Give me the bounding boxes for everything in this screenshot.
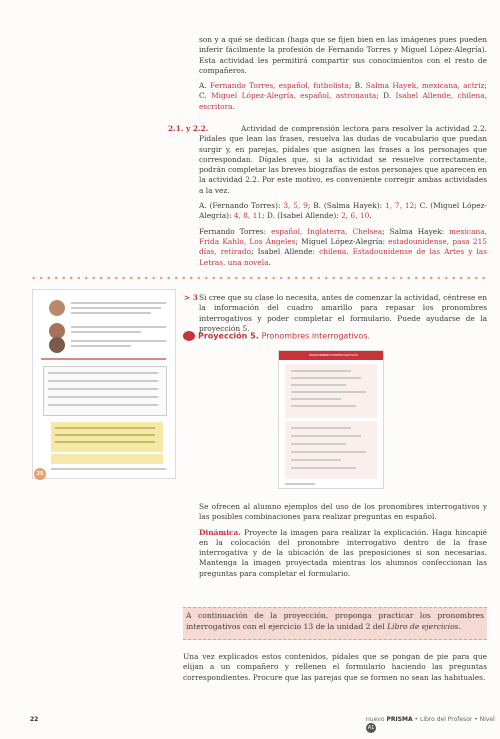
dynamics-paragraph: Dinámica. Proyecte la imagen para realizar la explicación. Haga hincapié en la colocación del pronombre interrogativo dentro de la frase interrogativa y de la ubicación de las preposiciones si son necesarias. Mantenga la imagen proyectada mientras los alumnos confeccionan las preguntas para completar el formulario. [199, 527, 487, 578]
projector-icon [183, 331, 195, 341]
activity-2-1-answers: A. (Fernando Torres): 3, 5, 9; B. (Salma Hayek): 1, 7, 12; C. (Miguel López-Alegría): 4, 8, 11; D. (Isabel Allende): 2, 6, 10. [199, 201, 487, 221]
activity-2-1-text: Actividad de comprensión lectora para resolver la actividad 2.2. Pidales que lean las frases, resuelva las dudas de vocabulario que puedan surgir y, en parejas, pídales que asignen las frases a los personajes que correspondan. Dígales que, si la actividad se resuelve correctamente, podrán completar las breves biografías de estos personajes que aparecen en la actividad 2.2. Por este motivo, es conveniente corregir ambas actividades a la vez. [199, 124, 487, 195]
activity-tag-3: > 3 [184, 293, 198, 302]
avatar [49, 300, 65, 316]
yellow-box-2 [51, 454, 163, 464]
projection-explanation: Se ofrecen al alumno ejemplos del uso de los pronombres interrogativos y las posibles combinaciones para realizar preguntas en español. Dinámica. Proyecte la imagen para realizar la explicación. Haga hincapié en la colocación del pronombre interrogativo dentro de la frase interrogativa y de la ubicación de las preposiciones si son necesarias. Mantenga la imagen proyectada mientras los alumnos confeccionan las preguntas para completar el formulario. [199, 502, 487, 578]
page-number: 22 [30, 716, 39, 723]
intro-text: son y a qué se dedican (haga que se fijen bien en las imágenes pues pueden inferir fácilmente la profesión de Fernando Torres y Miguel López-Alegría). Esta actividad les permitirá compartir sus conocimientos con el resto de compañeros. [199, 35, 487, 75]
projection-heading: Proyección 5. Pronombres interrogativos. [183, 331, 370, 341]
activity-2-1 [199, 124, 487, 273]
avatar [49, 337, 65, 353]
yellow-box [51, 422, 163, 452]
answers-1: A. Fernando Torres, español, futbolista; B. Salma Hayek, mexicana, actriz; C. Miguel López-Alegría, español, astronauta; D. Isabel Allende, chilena, escritora. [199, 81, 487, 111]
dotted-separator [30, 276, 487, 280]
highlight-box: A continuación de la proyección, proponga practicar los pronombres interrogativos con el ejercicio 13 de la unidad 2 del Libro de ejercicios. [183, 607, 487, 640]
projection-header: PRONOMBRES INTERROGATIVOS [309, 353, 358, 357]
final-paragraph: Una vez explicados estos contenidos, pídales que se pongan de pie para que elijan a un compañero y rellenen el formulario haciendo las preguntas correspondientes. Procure que las parejas que se formen no sean las habituales. [183, 652, 487, 682]
footer-brand: nuevo PRISMA • Libro del Profesor • Nivel A1 [366, 716, 495, 731]
activity-3: Si cree que su clase lo necesita, antes de comenzar la actividad, céntrese en la información del cuadro amarillo para repasar los pronombres interrogativos y poder completar el formulario. Puede ayudarse de la proyección 5. [199, 293, 487, 333]
page-number-badge: 25 [34, 468, 46, 480]
intro-paragraph [199, 35, 487, 117]
activity-2-1-bios: Fernando Torres: español, Inglaterra, Chelsea; Salma Hayek: mexicana, Frida Kahlo, Los Ángeles; Miguel López-Alegría: estadounidense, pasa 215 días, retirado; Isabel Allende: chilena, Estadounidense de las Artes y las Letras, una novela. [199, 226, 487, 267]
level-badge: A1 [367, 725, 375, 731]
student-book-thumbnail [32, 289, 176, 479]
projection-thumbnail [278, 350, 384, 489]
activity-tag-2-1: 2.1. y 2.2. [168, 124, 209, 133]
form-box [43, 366, 167, 416]
